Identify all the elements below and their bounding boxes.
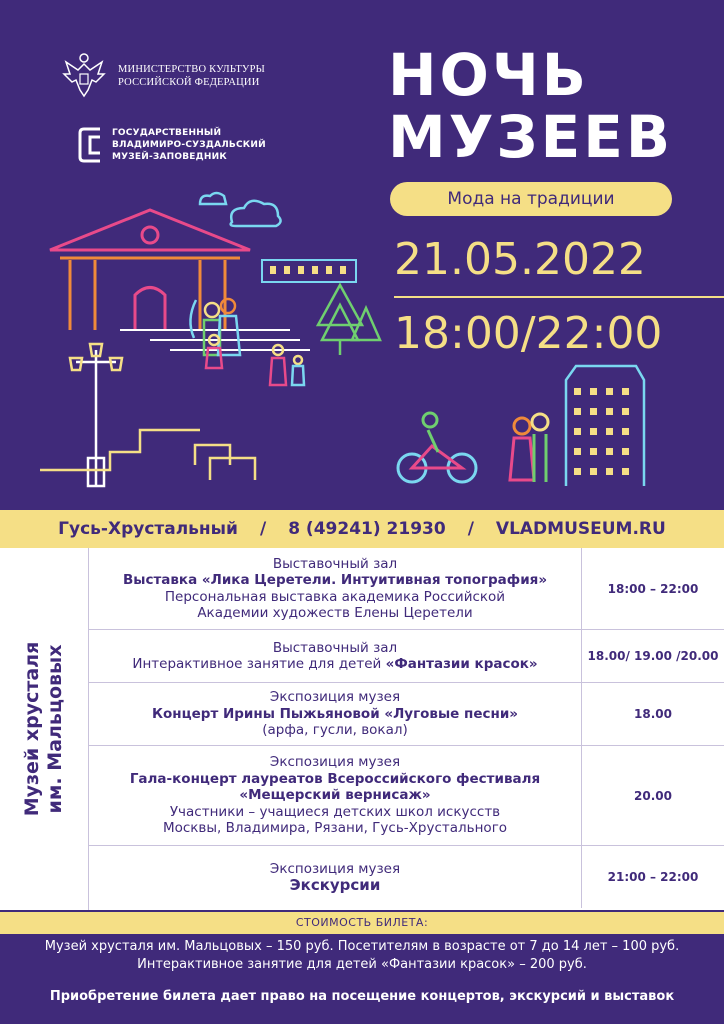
event-title: Выставка «Лика Церетели. Интуитивная топография» [122, 572, 548, 588]
event-place: Экспозиция музея [269, 860, 401, 877]
table-row [89, 683, 724, 746]
event-time-cell: 21:00 – 22:00 [607, 870, 699, 884]
phone-number[interactable]: 8 (49241) 21930 [288, 519, 446, 539]
event-desc-line: (арфа, гусли, вокал) [262, 722, 408, 739]
event-desc-line: Академии художеств Елены Церетели [197, 605, 473, 621]
event-time-cell: 18.00/ 19.00 /20.00 [587, 649, 719, 663]
venue-line-2: им. Мальцовых [44, 644, 66, 814]
ticket-price-info [0, 938, 724, 974]
ministry-logo [58, 48, 298, 104]
event-title: Гала-концерт лауреатов Всероссийского фестиваля [129, 770, 541, 787]
city-name: Гусь-Хрустальный [58, 519, 238, 539]
event-description [89, 746, 582, 845]
museum-org-line-3: МУЗЕЙ-ЗАПОВЕДНИК [112, 152, 227, 162]
event-desc-bold: «Фантазии красок» [385, 656, 538, 672]
event-date: 21.05.2022 [394, 234, 646, 285]
fir-tree-icon [318, 285, 380, 355]
museum-logo-icon [78, 125, 104, 165]
event-title: Экскурсии [289, 876, 381, 894]
event-title: Концерт Ирины Пыжьяновой «Луговые песни» [151, 705, 519, 722]
table-row [89, 846, 724, 908]
apartment-block-icon [262, 260, 356, 282]
title-line-1: НОЧЬ [388, 41, 589, 109]
website-link[interactable]: VLADMUSEUM.RU [495, 519, 666, 539]
event-desc-line: Персональная выставка академика Российской [164, 588, 506, 605]
ministry-line-2: РОССИЙСКОЙ ФЕДЕРАЦИИ [118, 77, 260, 88]
contact-bar [0, 510, 724, 548]
title-line-2: МУЗЕЕВ [388, 103, 674, 171]
event-time-cell: 20.00 [634, 788, 672, 803]
table-row [89, 548, 724, 630]
program-rows [88, 548, 724, 910]
family-figures-icon [190, 299, 304, 385]
ticket-price-heading: СТОИМОСТЬ БИЛЕТА: [0, 912, 724, 934]
event-description [89, 846, 582, 908]
ticket-note: Приобретение билета дает право на посещение концертов, экскурсий и выставок [49, 989, 675, 1004]
museum-reserve-logo [78, 122, 308, 168]
tower-building-icon [566, 366, 644, 486]
event-place: Выставочный зал [272, 555, 398, 572]
street-lamp-icon [70, 344, 122, 486]
separator-2: / [467, 519, 474, 539]
eagle-emblem-icon [58, 50, 110, 102]
table-row [89, 630, 724, 683]
separator-1: / [259, 519, 267, 539]
event-place: Экспозиция музея [269, 689, 401, 706]
event-description [89, 548, 582, 629]
museum-building-icon [50, 210, 310, 350]
museum-org-line-2: ВЛАДИМИРО-СУЗДАЛЬСКИЙ [112, 140, 266, 150]
event-time: 18:00/22:00 [394, 308, 663, 359]
event-time-cell: 18.00 [634, 707, 672, 721]
cloud-icon [200, 193, 281, 226]
venue-column [0, 548, 88, 910]
event-desc-plain: Интерактивное занятие для детей [132, 656, 386, 672]
event-description [89, 683, 582, 745]
slogan-bubble: Мода на традиции [390, 182, 672, 216]
event-desc-line: Участники – учащиеся детских школ искусств [169, 803, 501, 820]
ticket-price-line-1: Музей хрусталя им. Мальцовых – 150 руб. Посетителям в возрасте от 7 до 14 лет – 100 руб. [44, 939, 680, 954]
museum-org-line-1: ГОСУДАРСТВЕННЫЙ [112, 128, 222, 138]
venue-name [21, 642, 67, 817]
cyclist-icon [398, 413, 476, 482]
ticket-price-line-2: Интерактивное занятие для детей «Фантазии красок» – 200 руб. [137, 957, 587, 972]
event-place: Экспозиция музея [269, 754, 401, 771]
event-desc-line: Москвы, Владимира, Рязани, Гусь-Хрустального [162, 820, 508, 837]
couple-figures-icon [510, 414, 548, 482]
venue-line-1: Музей хрусталя [21, 641, 43, 817]
city-illustration [0, 190, 724, 500]
event-description [89, 630, 582, 682]
stairs-icon [40, 430, 255, 480]
event-place: Выставочный зал [272, 639, 398, 656]
event-time-cell: 18:00 – 22:00 [607, 581, 699, 596]
program-table [0, 548, 724, 910]
event-title [388, 41, 674, 171]
event-desc-line [89, 656, 581, 673]
table-row [89, 746, 724, 846]
ministry-line-1: МИНИСТЕРСТВО КУЛЬТУРЫ [118, 64, 265, 75]
event-title: «Мещерский вернисаж» [239, 787, 431, 804]
